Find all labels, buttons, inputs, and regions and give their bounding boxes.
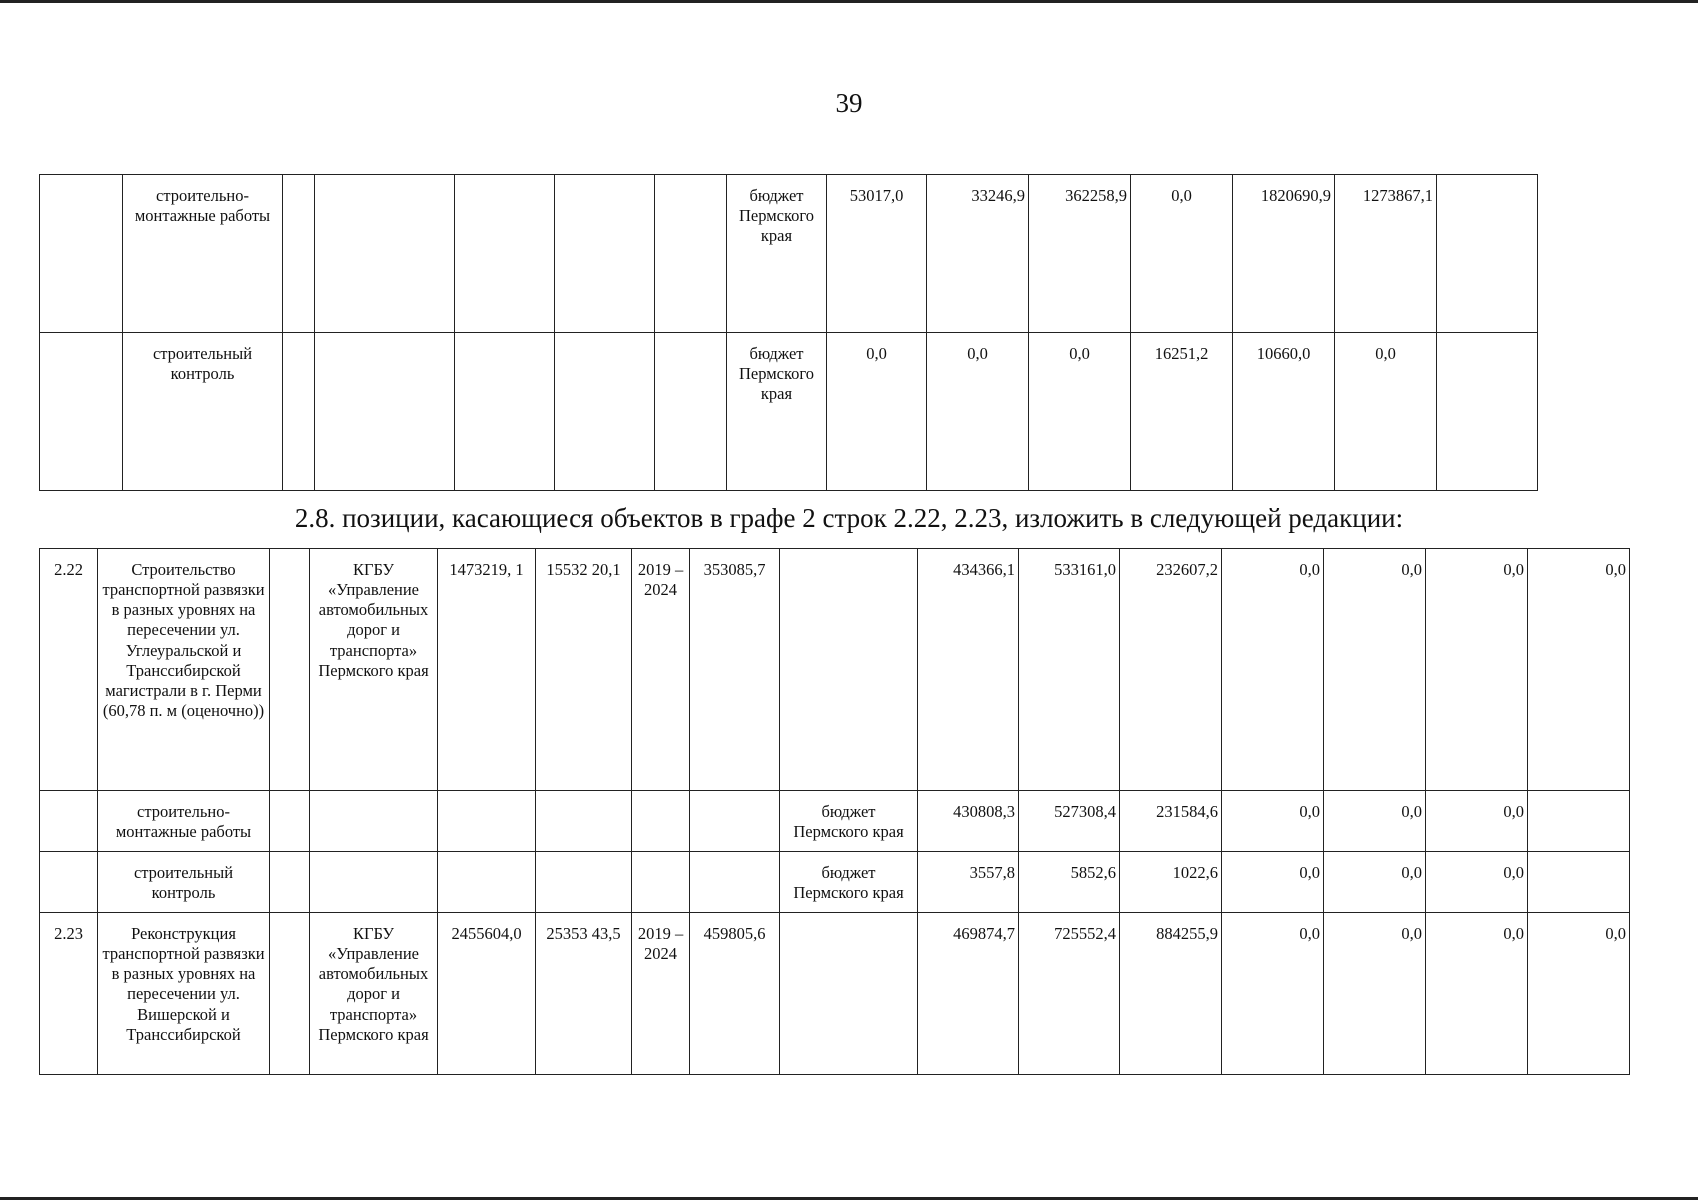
cell-value: 1820690,9	[1233, 175, 1335, 333]
cell-value: 231584,6	[1120, 791, 1222, 852]
estimated-cost	[438, 791, 536, 852]
table-row	[40, 913, 1630, 1075]
cell-value: 0,0	[1324, 791, 1426, 852]
cell-value	[1528, 791, 1630, 852]
funded-amount: 459805,6	[690, 913, 780, 1075]
cell-value	[1437, 333, 1538, 491]
cell-value: 0,0	[1029, 333, 1131, 491]
cell-value: 434366,1	[918, 549, 1019, 791]
cell-value: 1022,6	[1120, 852, 1222, 913]
row-number	[40, 791, 98, 852]
funding-source	[780, 549, 918, 791]
cell-value: 0,0	[1335, 333, 1437, 491]
funding-source: бюджет Пермского края	[780, 852, 918, 913]
cell-value: 0,0	[1528, 549, 1630, 791]
row-name: строительный контроль	[123, 333, 283, 491]
object-name: строительный контроль	[98, 852, 270, 913]
row-number	[40, 852, 98, 913]
cell-value: 33246,9	[927, 175, 1029, 333]
organization	[310, 791, 438, 852]
estimated-cost-2	[536, 852, 632, 913]
cell-value: 3557,8	[918, 852, 1019, 913]
funded-amount	[690, 852, 780, 913]
funding-source: бюджет Пермского края	[780, 791, 918, 852]
cell-value: 0,0	[1131, 175, 1233, 333]
cell-value: 362258,9	[1029, 175, 1131, 333]
table-row	[40, 852, 1630, 913]
cell-value: 0,0	[1324, 549, 1426, 791]
estimated-cost	[438, 852, 536, 913]
table-row	[40, 549, 1630, 791]
estimated-cost: 1473219, 1	[438, 549, 536, 791]
cell-value: 5852,6	[1019, 852, 1120, 913]
funded-amount	[690, 791, 780, 852]
funding-source: бюджет Пермского края	[727, 175, 827, 333]
row-number: 2.23	[40, 913, 98, 1075]
row-name: строительно-монтажные работы	[123, 175, 283, 333]
organization: КГБУ «Управление автомобильных дорог и транспорта» Пермского края	[310, 549, 438, 791]
cell-value: 232607,2	[1120, 549, 1222, 791]
period	[632, 852, 690, 913]
funded-amount: 353085,7	[690, 549, 780, 791]
estimated-cost-2	[536, 791, 632, 852]
estimated-cost-2: 25353 43,5	[536, 913, 632, 1075]
object-name: строительно-монтажные работы	[98, 791, 270, 852]
organization: КГБУ «Управление автомобильных дорог и транспорта» Пермского края	[310, 913, 438, 1075]
cell-value: 0,0	[1426, 549, 1528, 791]
cell-value: 725552,4	[1019, 913, 1120, 1075]
cell-value: 0,0	[1222, 791, 1324, 852]
cell-value: 0,0	[927, 333, 1029, 491]
estimated-cost-2: 15532 20,1	[536, 549, 632, 791]
cell-value: 16251,2	[1131, 333, 1233, 491]
cell-value: 469874,7	[918, 913, 1019, 1075]
cell-value: 430808,3	[918, 791, 1019, 852]
scan-top-edge	[0, 0, 1698, 3]
cell-value: 10660,0	[1233, 333, 1335, 491]
object-name: Строительство транспортной развязки в разных уровнях на пересечении ул. Углеуральской и Транссибирской магистрали в г. Перми (60,78 п. м (оценочно))	[98, 549, 270, 791]
period: 2019 – 2024	[632, 549, 690, 791]
cell-value: 884255,9	[1120, 913, 1222, 1075]
cell-value	[1437, 175, 1538, 333]
cell-value: 0,0	[1222, 913, 1324, 1075]
table-row	[40, 791, 1630, 852]
object-name: Реконструкция транспортной развязки в разных уровнях на пересечении ул. Вишерской и Транссибирской	[98, 913, 270, 1075]
period	[632, 791, 690, 852]
funding-source	[780, 913, 918, 1075]
table-row	[40, 333, 1538, 491]
cell-value: 0,0	[1426, 913, 1528, 1075]
cell-value	[1528, 852, 1630, 913]
cell-value: 0,0	[1426, 852, 1528, 913]
table-continuation	[39, 174, 1538, 491]
cell-value: 527308,4	[1019, 791, 1120, 852]
cell-value: 0,0	[1222, 549, 1324, 791]
cell-value: 0,0	[1324, 913, 1426, 1075]
organization	[310, 852, 438, 913]
cell-value: 1273867,1	[1335, 175, 1437, 333]
section-heading: 2.8. позиции, касающиеся объектов в графе 2 строк 2.22, 2.23, изложить в следующей редакции:	[294, 503, 1404, 533]
cell-value: 0,0	[827, 333, 927, 491]
table-row	[40, 175, 1538, 333]
cell-value: 0,0	[1426, 791, 1528, 852]
cell-value: 0,0	[1222, 852, 1324, 913]
table-revised-rows	[39, 548, 1630, 1075]
estimated-cost: 2455604,0	[438, 913, 536, 1075]
cell-value: 0,0	[1528, 913, 1630, 1075]
page-number: 39	[835, 88, 863, 118]
cell-value: 533161,0	[1019, 549, 1120, 791]
funding-source: бюджет Пермского края	[727, 333, 827, 491]
cell-value: 0,0	[1324, 852, 1426, 913]
period: 2019 – 2024	[632, 913, 690, 1075]
row-number: 2.22	[40, 549, 98, 791]
cell-value: 53017,0	[827, 175, 927, 333]
